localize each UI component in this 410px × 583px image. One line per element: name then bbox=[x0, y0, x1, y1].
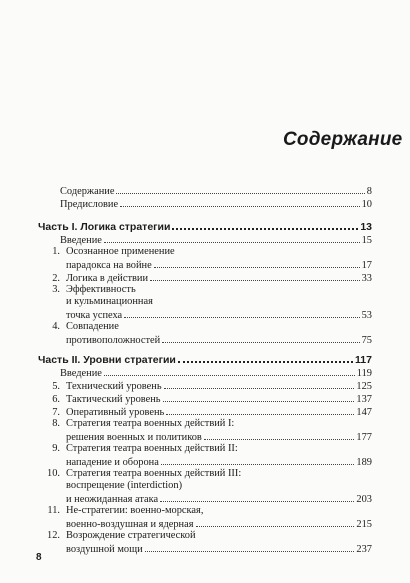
entry-page: 117 bbox=[355, 354, 372, 366]
dot-leader bbox=[164, 379, 355, 389]
entry-title: Эффективность bbox=[66, 284, 136, 295]
chapter-entry bbox=[38, 271, 372, 285]
dot-leader bbox=[162, 333, 359, 343]
chapter-entry bbox=[38, 505, 372, 517]
entry-page: 10 bbox=[361, 199, 372, 210]
entry-page: 215 bbox=[356, 519, 372, 530]
chapter-entry-continuation bbox=[38, 430, 372, 444]
entry-page: 75 bbox=[361, 335, 372, 346]
entry-page: 237 bbox=[356, 544, 372, 555]
entry-page: 119 bbox=[356, 368, 372, 379]
entry-title: Стратегия театра военных действий I: bbox=[66, 418, 235, 429]
chapter-entry bbox=[38, 246, 372, 258]
entry-page: 13 bbox=[360, 221, 372, 233]
entry-page: 53 bbox=[361, 310, 372, 321]
dot-leader bbox=[154, 258, 360, 268]
entry-page: 147 bbox=[356, 407, 372, 418]
dot-leader bbox=[120, 197, 360, 207]
entry-number: 12. bbox=[47, 530, 60, 541]
dot-leader bbox=[124, 308, 359, 318]
chapter-entry-continuation bbox=[38, 455, 372, 469]
entry-page: 203 bbox=[356, 494, 372, 505]
entry-title: противоположностей bbox=[66, 335, 161, 346]
entry-title: воздушной мощи bbox=[66, 544, 143, 555]
entry-page: 15 bbox=[361, 235, 372, 246]
entry-title: Предисловие bbox=[60, 199, 119, 210]
entry-title: Часть I. Логика стратегии bbox=[38, 221, 171, 233]
entry-number: 10. bbox=[47, 468, 60, 479]
page-title: Содержание bbox=[283, 129, 403, 150]
entry-title: Не-стратегии: военно-морская, bbox=[66, 505, 204, 516]
entry-title: Осознанное применение bbox=[66, 246, 175, 257]
entry-title: нападение и оборона bbox=[66, 457, 159, 468]
entry-number: 6. bbox=[52, 394, 60, 405]
dot-leader bbox=[163, 392, 355, 402]
entry-page: 17 bbox=[361, 260, 372, 271]
entry-number: 4. bbox=[52, 321, 60, 332]
entry-page: 33 bbox=[361, 273, 372, 284]
toc-entry bbox=[60, 366, 372, 380]
entry-number: 1. bbox=[52, 246, 60, 257]
dot-leader bbox=[161, 455, 355, 465]
toc-entry bbox=[60, 184, 372, 198]
entry-title: и неожиданная атака bbox=[66, 494, 159, 505]
dot-leader bbox=[150, 271, 360, 281]
chapter-entry bbox=[38, 530, 372, 542]
entry-title: парадокса на войне bbox=[66, 260, 152, 271]
toc-entry bbox=[60, 233, 372, 247]
entry-number: 5. bbox=[52, 381, 60, 392]
entry-number: 2. bbox=[52, 273, 60, 284]
chapter-entry bbox=[38, 418, 372, 430]
dot-leader bbox=[172, 219, 358, 230]
entry-page: 137 bbox=[356, 394, 372, 405]
entry-title: Введение bbox=[60, 235, 102, 246]
part-heading bbox=[38, 352, 372, 366]
toc-entry bbox=[60, 197, 372, 211]
dot-leader bbox=[160, 492, 354, 502]
page-number: 8 bbox=[36, 552, 42, 563]
entry-number: 3. bbox=[52, 284, 60, 295]
chapter-entry-continuation bbox=[38, 517, 372, 531]
entry-page: 125 bbox=[356, 381, 372, 392]
entry-title: Введение bbox=[60, 368, 102, 379]
chapter-entry bbox=[38, 284, 372, 296]
dot-leader bbox=[196, 517, 355, 527]
chapter-entry-continuation bbox=[38, 480, 372, 492]
entry-title: Стратегия театра военных действий III: bbox=[66, 468, 242, 479]
entry-title: решения военных и политиков bbox=[66, 432, 202, 443]
entry-title: Часть II. Уровни стратегии bbox=[38, 354, 176, 366]
dot-leader bbox=[104, 233, 360, 243]
chapter-entry-continuation bbox=[38, 333, 372, 347]
entry-title: военно-воздушная и ядерная bbox=[66, 519, 194, 530]
dot-leader bbox=[116, 184, 364, 194]
entry-title: и кульминационная bbox=[66, 296, 153, 307]
entry-page: 189 bbox=[356, 457, 372, 468]
chapter-entry bbox=[38, 405, 372, 419]
entry-title: Тактический уровень bbox=[66, 394, 161, 405]
entry-title: Технический уровень bbox=[66, 381, 162, 392]
entry-number: 7. bbox=[52, 407, 60, 418]
entry-title: Содержание bbox=[60, 186, 115, 197]
entry-title: Совпадение bbox=[66, 321, 119, 332]
entry-number: 11. bbox=[47, 505, 60, 516]
entry-title: точка успеха bbox=[66, 310, 123, 321]
entry-title: Стратегия театра военных действий II: bbox=[66, 443, 238, 454]
chapter-entry bbox=[38, 468, 372, 480]
part-heading bbox=[38, 219, 372, 233]
chapter-entry bbox=[38, 443, 372, 455]
chapter-entry bbox=[38, 379, 372, 393]
chapter-entry bbox=[38, 321, 372, 333]
dot-leader bbox=[166, 405, 354, 415]
entry-number: 9. bbox=[52, 443, 60, 454]
entry-title: Логика в действии bbox=[66, 273, 149, 284]
chapter-entry-continuation bbox=[38, 296, 372, 308]
chapter-entry-continuation bbox=[38, 258, 372, 272]
entry-number: 8. bbox=[52, 418, 60, 429]
entry-title: Возрождение стратегической bbox=[66, 530, 196, 541]
dot-leader bbox=[178, 352, 353, 363]
entry-title: воспрещение (interdiction) bbox=[66, 480, 183, 491]
chapter-entry bbox=[38, 392, 372, 406]
dot-leader bbox=[104, 366, 355, 376]
entry-page: 8 bbox=[366, 186, 372, 197]
entry-page: 177 bbox=[356, 432, 372, 443]
chapter-entry-continuation bbox=[38, 542, 372, 556]
dot-leader bbox=[204, 430, 355, 440]
dot-leader bbox=[145, 542, 355, 552]
entry-title: Оперативный уровень bbox=[66, 407, 165, 418]
chapter-entry-continuation bbox=[38, 308, 372, 322]
chapter-entry-continuation bbox=[38, 492, 372, 506]
